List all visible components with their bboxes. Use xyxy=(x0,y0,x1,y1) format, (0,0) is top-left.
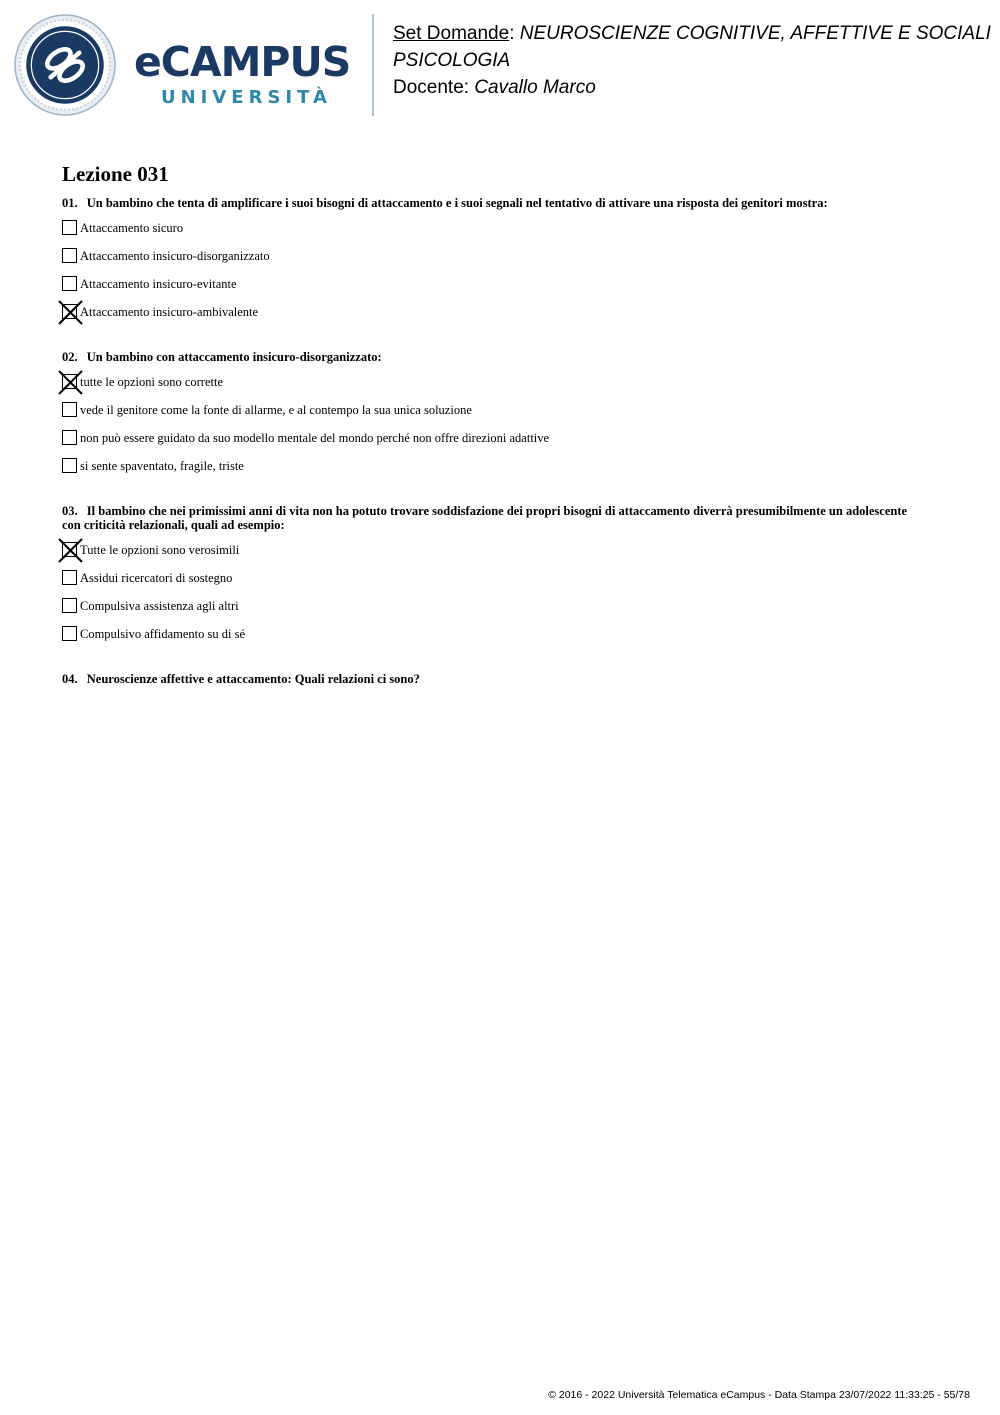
question-text xyxy=(62,196,942,210)
question-text xyxy=(62,350,942,364)
question-04 xyxy=(62,672,942,686)
teacher-line xyxy=(393,74,993,101)
checkbox[interactable] xyxy=(62,430,77,445)
question-03 xyxy=(62,504,942,654)
page-header xyxy=(0,0,1000,130)
checkbox[interactable] xyxy=(62,458,77,473)
question-body-line1: Il bambino che nei primissimi anni di vita non ha potuto trovare soddisfazione dei propri bisogni di attaccamento diverrà presumibilmente un adolescente xyxy=(86,504,908,518)
question-number: 01. xyxy=(62,196,78,210)
answer-label: Compulsiva assistenza agli altri xyxy=(80,599,239,613)
page-footer: © 2016 - 2022 Università Telematica eCampus - Data Stampa 23/07/2022 11:33:25 - 55/78 xyxy=(548,1389,970,1401)
answer-label: Assidui ricercatori di sostegno xyxy=(80,571,233,585)
ecampus-seal-logo xyxy=(14,14,116,116)
question-body-line2: con criticità relazionali, quali ad esempio: xyxy=(62,518,285,532)
answer-label: Tutte le opzioni sono verosimili xyxy=(80,543,240,557)
logo-subtext: UNIVERSITÀ xyxy=(161,87,332,108)
set-title-line xyxy=(393,20,993,47)
checkbox[interactable] xyxy=(62,598,77,613)
answer-label: Compulsivo affidamento su di sé xyxy=(80,627,246,641)
checkbox[interactable] xyxy=(62,248,77,263)
teacher-name: Cavallo Marco xyxy=(474,77,596,98)
answer-option[interactable] xyxy=(62,458,942,486)
question-number: 03. xyxy=(62,504,78,518)
answer-option[interactable] xyxy=(62,374,942,402)
answer-option[interactable] xyxy=(62,542,942,570)
set-title-line2: PSICOLOGIA xyxy=(393,50,511,71)
answer-option[interactable] xyxy=(62,220,942,248)
checkbox[interactable] xyxy=(62,304,77,319)
question-text xyxy=(62,504,942,532)
logo-text: eCAMPUS xyxy=(134,38,351,86)
set-title-line1: NEUROSCIENZE COGNITIVE, AFFETTIVE E SOCIALI xyxy=(519,23,991,44)
answer-option[interactable] xyxy=(62,570,942,598)
question-body: Un bambino con attaccamento insicuro-disorganizzato: xyxy=(86,350,382,364)
answer-option[interactable] xyxy=(62,402,942,430)
header-info xyxy=(393,20,993,101)
question-body: Neuroscienze affettive e attaccamento: Quali relazioni ci sono? xyxy=(86,672,420,686)
question-01 xyxy=(62,196,942,332)
lesson-title: Lezione 031 xyxy=(62,162,169,186)
checkbox[interactable] xyxy=(62,626,77,641)
question-02 xyxy=(62,350,942,486)
answer-label: vede il genitore come la fonte di allarme, e al contempo la sua unica soluzione xyxy=(80,403,472,417)
question-text xyxy=(62,672,942,686)
checkbox[interactable] xyxy=(62,402,77,417)
set-label: Set Domande xyxy=(393,23,510,44)
answer-label: Attaccamento insicuro-ambivalente xyxy=(80,305,259,319)
answer-label: Attaccamento insicuro-evitante xyxy=(80,277,237,291)
answer-label: Attaccamento insicuro-disorganizzato xyxy=(80,249,270,263)
checkbox[interactable] xyxy=(62,220,77,235)
header-divider xyxy=(372,14,374,116)
teacher-label: Docente: xyxy=(393,77,470,98)
answer-option[interactable] xyxy=(62,304,942,332)
answer-label: non può essere guidato da suo modello mentale del mondo perché non offre direzioni adattive xyxy=(80,431,550,445)
answer-option[interactable] xyxy=(62,248,942,276)
question-number: 04. xyxy=(62,672,78,686)
lesson-content xyxy=(62,160,942,704)
answer-label: si sente spaventato, fragile, triste xyxy=(80,459,244,473)
ecampus-wordmark xyxy=(132,38,357,114)
question-number: 02. xyxy=(62,350,78,364)
checkbox[interactable] xyxy=(62,374,77,389)
checkbox[interactable] xyxy=(62,276,77,291)
answer-label: tutte le opzioni sono corrette xyxy=(80,375,224,389)
answer-option[interactable] xyxy=(62,626,942,654)
answer-label: Attaccamento sicuro xyxy=(80,221,184,235)
checkbox[interactable] xyxy=(62,570,77,585)
answer-option[interactable] xyxy=(62,430,942,458)
question-body: Un bambino che tenta di amplificare i suoi bisogni di attaccamento e i suoi segnali nel tentativo di attivare una risposta dei genitori mostra: xyxy=(86,196,828,210)
answer-option[interactable] xyxy=(62,598,942,626)
answer-option[interactable] xyxy=(62,276,942,304)
checkbox[interactable] xyxy=(62,542,77,557)
set-colon: : xyxy=(509,23,515,44)
